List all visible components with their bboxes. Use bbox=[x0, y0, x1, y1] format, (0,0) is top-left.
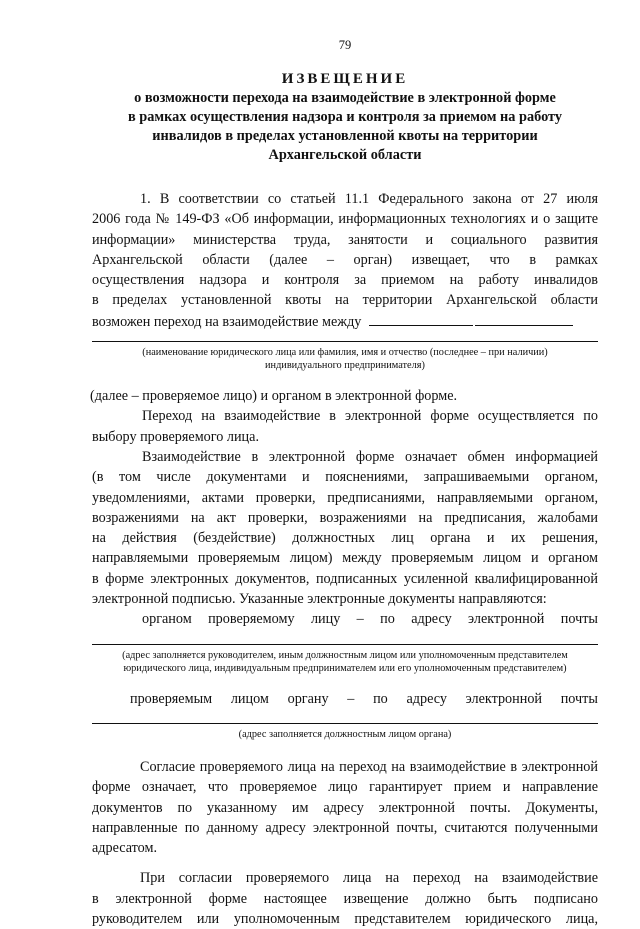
text-line: информации» министерства труда, занятости и социального развития bbox=[92, 231, 598, 248]
text-line: в электронной форме настоящее извещение должно быть подписано bbox=[92, 890, 598, 907]
text-line: руководителем или уполномоченным представителем юридического лица, bbox=[92, 911, 598, 928]
text-line: на действия (бездействие) должностных лиц органа и их решения, bbox=[92, 530, 598, 547]
text-line: в форме электронных документов, подписанных усиленной квалифицированной bbox=[92, 570, 598, 587]
text-line: выбору проверяемого лица. bbox=[92, 428, 259, 445]
text-line: в пределах установленной квоты на территории Архангельской области bbox=[92, 292, 598, 309]
word: лицу bbox=[310, 611, 341, 628]
direction-entity-line bbox=[92, 689, 598, 709]
text-line: документов по указанному им адресу электронной почты. Документы, bbox=[92, 799, 598, 816]
text-line: осуществления надзора и контроля за приемом на работу инвалидов bbox=[92, 272, 598, 289]
email-address-line[interactable] bbox=[92, 723, 598, 724]
direction-authority-line bbox=[92, 609, 598, 629]
word: электронной bbox=[465, 690, 543, 707]
caption-email-entity bbox=[92, 649, 598, 675]
subtitle-line: инвалидов в пределах установленной квоты на территории bbox=[152, 128, 538, 144]
caption-line: (наименование юридического лица или фамилия, имя и отчество (последнее – при наличии) bbox=[142, 347, 548, 359]
text-line: 2006 года № 149-ФЗ «Об информации, информационных технологиях и о защите bbox=[92, 211, 598, 228]
document-subtitle bbox=[92, 89, 598, 165]
text-line: направленные по данному адресу электронной почты, считаются полученными bbox=[92, 819, 598, 836]
word: – bbox=[347, 690, 355, 707]
email-address-line[interactable] bbox=[92, 644, 598, 645]
word: почты bbox=[560, 611, 598, 628]
word: адресу bbox=[406, 690, 447, 707]
paragraph-notice bbox=[92, 189, 598, 372]
text-line: 1. В соответствии со статьей 11.1 Федерального закона от 27 июля bbox=[140, 191, 598, 207]
text-line: форме означает, что проверяемое лицо гарантирует прием и направление bbox=[92, 779, 598, 796]
word: адресу bbox=[411, 611, 452, 628]
text-line: (далее – проверяемое лицо) и органом в электронной форме. bbox=[90, 388, 458, 405]
word: проверяемым bbox=[130, 690, 213, 707]
entity-name-line[interactable] bbox=[92, 341, 598, 342]
page-number: 79 bbox=[338, 38, 352, 52]
subtitle-line: в рамках осуществления надзора и контроля за приемом на работу bbox=[127, 109, 563, 125]
paragraph-exchange bbox=[92, 447, 598, 609]
subtitle-line: Архангельской области bbox=[268, 147, 422, 163]
document-title: ИЗВЕЩЕНИЕ bbox=[281, 71, 409, 87]
text-line: Архангельской области (далее – орган) извещает, что в рамках bbox=[92, 251, 598, 268]
text-line: направляемыми проверяемым лицом) между проверяемым лицом и органом bbox=[92, 550, 598, 567]
caption-line: (адрес заполняется руководителем, иным должностным лицом или уполномоченным представителем bbox=[122, 649, 568, 661]
text-line-with-blank bbox=[92, 311, 598, 332]
word: – bbox=[356, 611, 364, 628]
entity-name-blank[interactable] bbox=[369, 311, 473, 326]
caption-entity-name bbox=[92, 346, 598, 372]
paragraph-choice bbox=[92, 406, 598, 447]
paragraph-signed bbox=[92, 868, 598, 929]
word: по bbox=[380, 611, 395, 628]
text-line: Согласие проверяемого лица на переход на взаимодействие в электронной bbox=[140, 758, 598, 775]
text-line: электронной подписью. Указанные электронные документы направляются: bbox=[92, 591, 547, 608]
text-line: Переход на взаимодействие в электронной форме осуществляется по bbox=[142, 408, 598, 425]
caption-email-authority: (адрес заполняется должностным лицом органа) bbox=[238, 728, 452, 740]
word: органом bbox=[142, 611, 192, 628]
word: органу bbox=[287, 690, 329, 707]
word: электронной bbox=[468, 611, 545, 628]
entity-name-blank[interactable] bbox=[475, 311, 573, 326]
caption-line: юридического лица, индивидуальным предпринимателем или его уполномоченным представителем) bbox=[123, 662, 567, 674]
subtitle-line: о возможности перехода на взаимодействие в электронной форме bbox=[134, 90, 556, 106]
text-line: возражениями на акт проверки, возражениями на предписания, жалобами bbox=[92, 509, 598, 526]
word: почты bbox=[560, 690, 598, 707]
text-line: При согласии проверяемого лица на переход на взаимодействие bbox=[140, 870, 598, 887]
caption-line: индивидуального предпринимателя) bbox=[265, 360, 425, 372]
word: проверяемому bbox=[208, 611, 295, 628]
text-line: адресатом. bbox=[92, 840, 158, 857]
word: лицом bbox=[230, 690, 269, 707]
word: по bbox=[373, 690, 388, 707]
text-line: (в том числе документами и пояснениями, запрашиваемыми органом, bbox=[92, 469, 598, 486]
paragraph-consent bbox=[92, 757, 598, 858]
text-line: уведомлениями, актами проверки, предписаниями, направляемыми органом, bbox=[92, 489, 598, 506]
text-segment: возможен переход на взаимодействие между bbox=[92, 313, 362, 330]
text-line: Взаимодействие в электронной форме означает обмен информацией bbox=[142, 448, 598, 465]
